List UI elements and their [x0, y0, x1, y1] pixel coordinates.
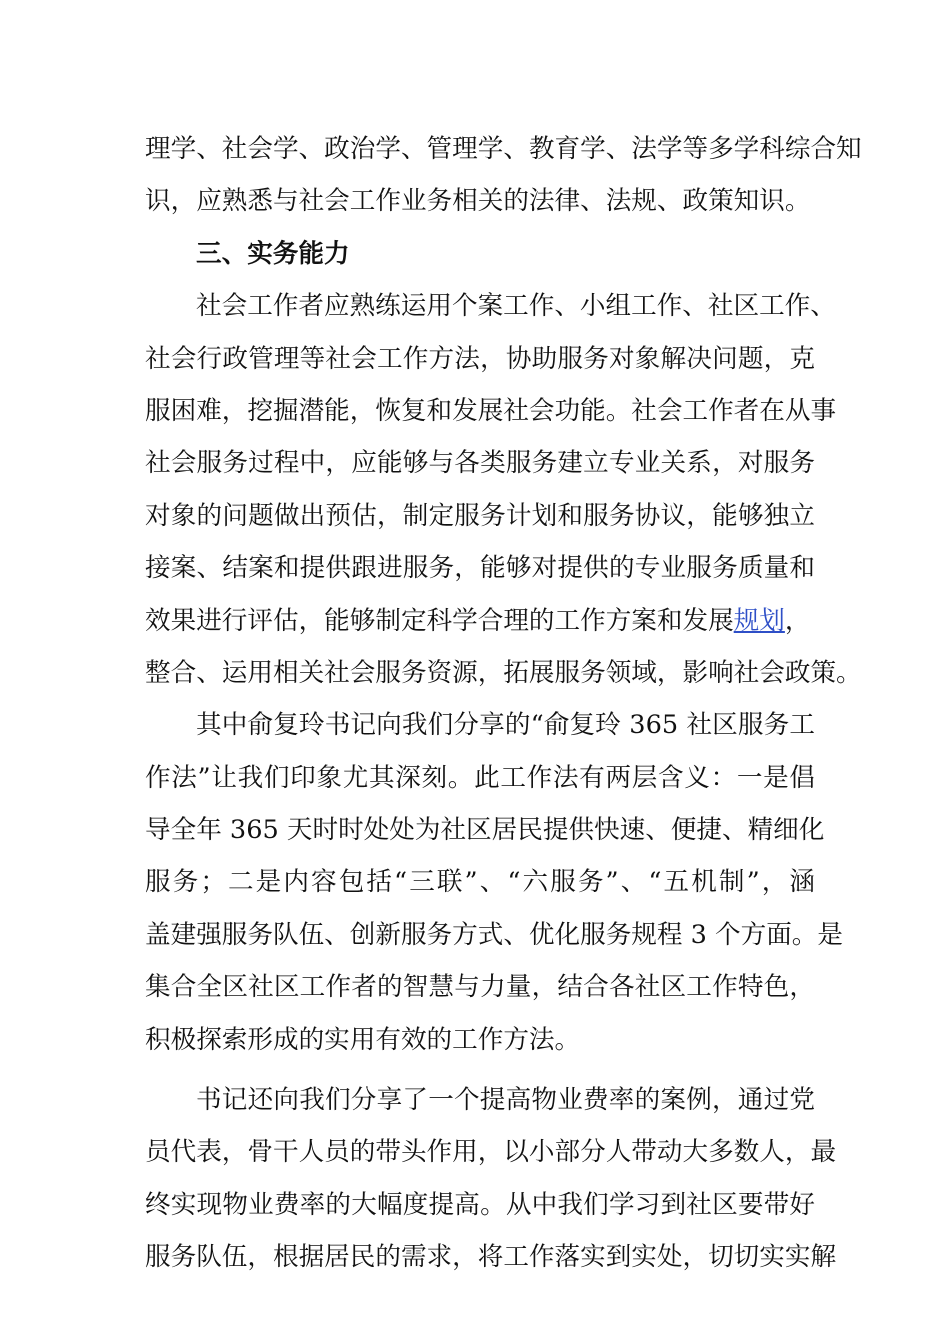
text-line: 终实现物业费率的大幅度提高。从中我们学习到社区要带好	[145, 1189, 815, 1220]
text-segment: 效果进行评估，能够制定科学合理的工作方案和发展	[145, 605, 734, 636]
text-line: 作法”让我们印象尤其深刻。此工作法有两层含义：一是倡	[145, 762, 815, 793]
text-line: 服困难，挖掘潜能，恢复和发展社会功能。社会工作者在从事	[145, 395, 837, 426]
text-line: 接案、结案和提供跟进服务，能够对提供的专业服务质量和	[145, 553, 815, 584]
text-line: 整合、运用相关社会服务资源，拓展服务领域，影响社会政策。	[145, 657, 862, 688]
text-line: 服务；二是内容包括“三联”、“六服务”、“五机制”，涵	[145, 867, 815, 898]
paragraph-start-line: 社会工作者应熟练运用个案工作、小组工作、社区工作、	[196, 291, 836, 322]
paragraph-start-line: 其中俞复玲书记向我们分享的“俞复玲 365 社区服务工	[196, 710, 815, 741]
planning-link[interactable]: 规划	[733, 605, 785, 636]
text-line: 社会服务过程中，应能够与各类服务建立专业关系，对服务	[145, 448, 815, 479]
text-line: 导全年 365 天时时处处为社区居民提供快速、便捷、精细化	[145, 815, 825, 846]
text-line: 集合全区社区工作者的智慧与力量，结合各社区工作特色，	[145, 972, 815, 1003]
text-line: 积极探索形成的实用有效的工作方法。	[145, 1024, 581, 1055]
text-segment: ，	[784, 605, 811, 636]
paragraph-start-line: 书记还向我们分享了一个提高物业费率的案例，通过党	[196, 1085, 815, 1116]
text-line: 服务队伍，根据居民的需求，将工作落实到实处，切切实实解	[145, 1242, 837, 1273]
text-line: 员代表，骨干人员的带头作用，以小部分人带动大多数人，最	[145, 1137, 837, 1168]
text-line-with-link	[145, 595, 815, 647]
text-line: 理学、社会学、政治学、管理学、教育学、法学等多学科综合知	[145, 134, 862, 164]
text-line: 对象的问题做出预估，制定服务计划和服务协议，能够独立	[145, 500, 815, 531]
document-body	[145, 123, 862, 1284]
text-line: 识，应熟悉与社会工作业务相关的法律、法规、政策知识。	[145, 186, 811, 217]
text-line: 社会行政管理等社会工作方法，协助服务对象解决问题，克	[145, 343, 815, 374]
text-line: 盖建强服务队伍、创新服务方式、优化服务规程 3 个方面。是	[145, 919, 843, 950]
section-heading: 三、实务能力	[196, 238, 350, 269]
